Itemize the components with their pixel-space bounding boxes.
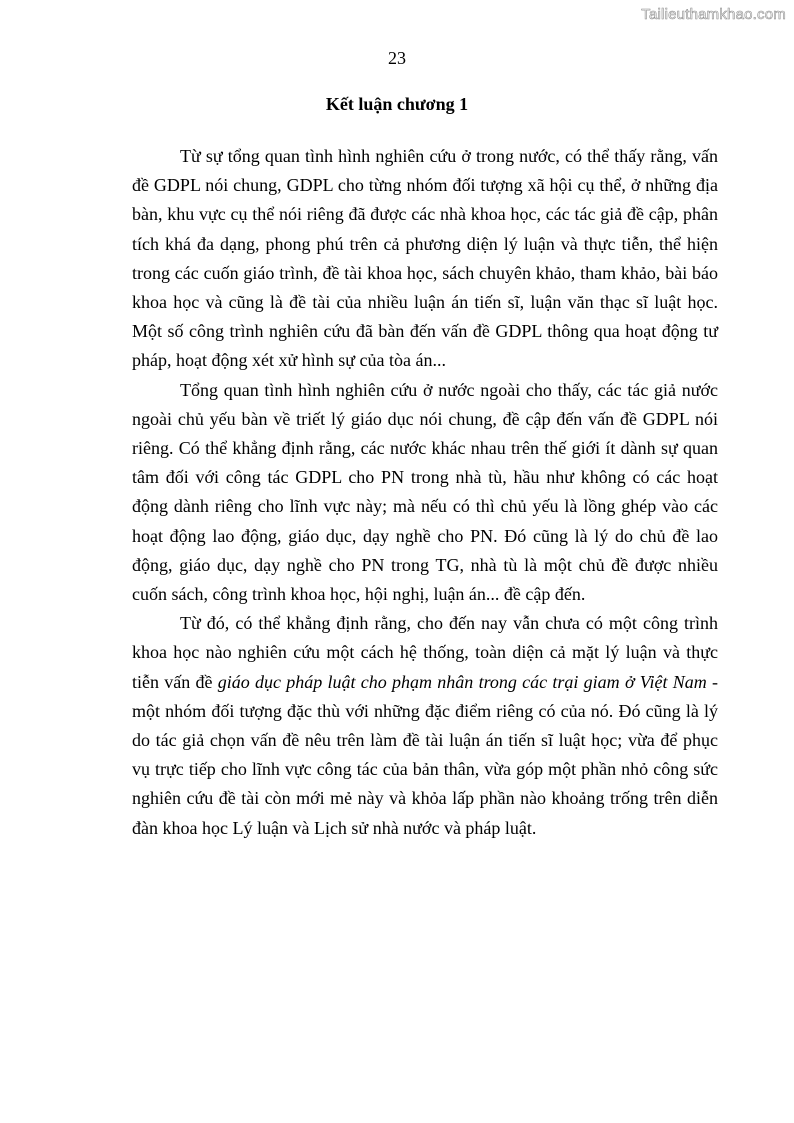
document-body [132, 142, 718, 843]
page-number: 23 [388, 48, 406, 68]
paragraph-conclusion [132, 609, 718, 843]
paragraph-foreign-overview: Tổng quan tình hình nghiên cứu ở nước ngoài cho thấy, các tác giả nước ngoài chủ yếu bàn về triết lý giáo dục nói chung, đề cập đến vấn đề GDPL nói riêng. Có thể khẳng định rằng, các nước khác nhau trên thế giới ít dành sự quan tâm đối với công tác GDPL cho PN trong nhà tù, hầu như không có các hoạt động dành riêng cho lĩnh vực này; mà nếu có thì chủ yếu là lồng ghép vào các hoạt động lao động, giáo dục, dạy nghề cho PN. Đó cũng là lý do chủ đề lao động, giáo dục, dạy nghề cho PN trong TG, nhà tù là một chủ đề được nhiều cuốn sách, công trình khoa học, hội nghị, luận án... đề cập đến. [132, 379, 718, 605]
paragraph-conclusion-text-end: - một nhóm đối tượng đặc thù với những đặc điểm riêng có của nó. Đó cũng là lý do tác giả chọn vấn đề nêu trên làm đề tài luận án tiến sĩ luật học; vừa để phục vụ trực tiếp cho lĩnh vực công tác của bản thân, vừa góp một phần nhỏ công sức nghiên cứu đề tài còn mới mẻ này và khỏa lấp phần nào khoảng trống trên diễn đàn khoa học Lý luận và Lịch sử nhà nước và pháp luật. [132, 671, 718, 838]
paragraph-domestic-overview: Từ sự tổng quan tình hình nghiên cứu ở trong nước, có thể thấy rằng, vấn đề GDPL nói chung, GDPL cho từng nhóm đối tượng xã hội cụ thể, ở những địa bàn, khu vực cụ thể nói riêng đã được các nhà khoa học, các tác giả đề cập, phân tích khá đa dạng, phong phú trên cả phương diện lý luận và thực tiễn, thể hiện trong các cuốn giáo trình, đề tài khoa học, sách chuyên khảo, tham khảo, bài báo khoa học và cũng là đề tài của nhiều luận án tiến sĩ, luận văn thạc sĩ luật học. Một số công trình nghiên cứu đã bàn đến vấn đề GDPL thông qua hoạt động tư pháp, hoạt động xét xử hình sự của tòa án... [132, 146, 718, 371]
chapter-title: Kết luận chương 1 [325, 94, 469, 114]
watermark: Tailieuthamkhao.com [641, 6, 786, 23]
thesis-topic-italic: giáo dục pháp luật cho phạm nhân trong các trại giam ở Việt Nam [217, 671, 707, 692]
paragraph-conclusion-text-start: Từ đó, có thể khẳng định rằng, cho đến nay vẫn chưa có một công trình khoa học nào nghiên cứu một cách hệ thống, toàn diện cả mặt lý luận và thực tiễn vấn đề [132, 613, 718, 692]
